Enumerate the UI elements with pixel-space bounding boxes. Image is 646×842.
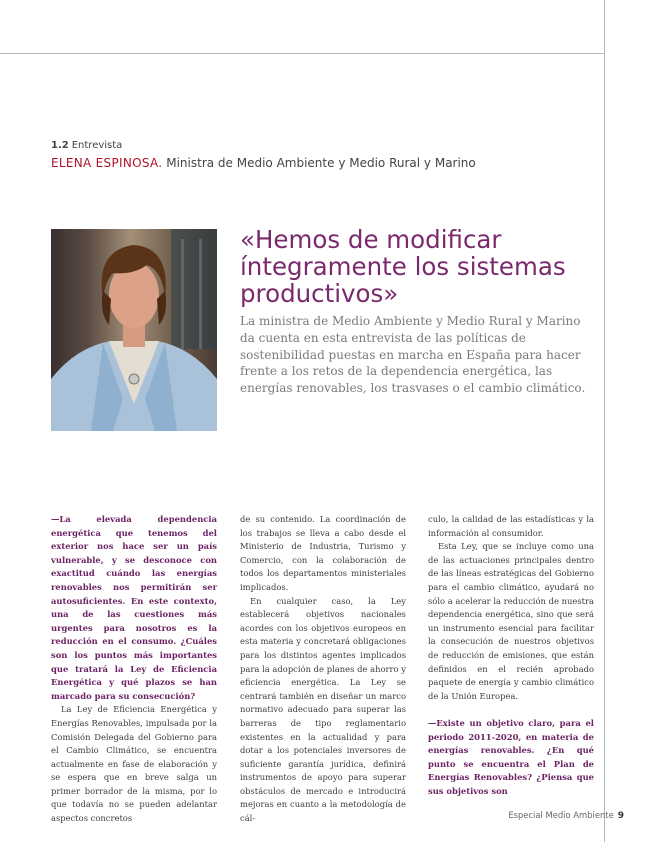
portrait-photo: [51, 229, 217, 431]
answer-paragraph: culo, la calidad de las estadísticas y la información al consumidor.: [428, 514, 594, 538]
answer-paragraph: de su contenido. La coordinación de los trabajos se lleva a cabo desde el Ministerio de Industria, Turismo y Comercio, con la colaboración de todos los departamentos ministeriales implicados.: [240, 514, 406, 592]
publication-name: Especial Medio Ambiente: [508, 810, 614, 820]
top-rule: [0, 53, 604, 54]
text-column-1: [51, 513, 217, 826]
answer-paragraph: En cualquier caso, la Ley establecerá objetivos nacionales acordes con los objetivos europeos en esta materia y concretará obligaciones para los distintos agentes implicados para la adopción de planes de ahorro y eficiencia energética. La Ley se centrará también en diseñar un marco normativo adecuado para superar las barreras de tipo reglamentario existentes en la actualidad y para dotar a los potenciales inversores de suficiente garantía jurídica, definirá instrumentos de apoyo para superar obstáculos de mercado e introducirá mejoras en cuanto a la metodología de cál-: [240, 595, 406, 824]
article-title: «Hemos de modificar íntegramente los sistemas productivos»: [240, 225, 566, 308]
page-footer: [508, 810, 624, 821]
question-1: —La elevada dependencia energética que tenemos del exterior nos hace ser un país vulnerable, y se desconoce con exactitud cuándo las energías renovables nos permitirán ser autosuficientes. En este contexto, una de las cuestiones más urgentes para nosotros es la reducción en el consumo. ¿Cuáles son los puntos más importantes que tratará la Ley de Eficiencia Energética y qué plazos se han marcado para su consecución?: [51, 514, 217, 701]
question-2: —Existe un objetivo claro, para el periodo 2011-2020, en materia de energías renovables. ¿En qué punto se encuentra el Plan de Energías Renovables? ¿Piensa que sus objetivos son: [428, 717, 594, 796]
text-column-3: [428, 513, 594, 798]
section-number: 1.2: [51, 140, 69, 151]
text-column-2: [240, 513, 406, 826]
section-title: Entrevista: [71, 140, 123, 151]
answer-paragraph: Esta Ley, que se incluye como una de las actuaciones principales dentro de las líneas estratégicas del Gobierno para el cambio climático, ayudará no sólo a acelerar la reducción de nuestra dependencia energética, sino que será un instrumento esencial para facilitar la consecución de nuestros objetivos de reducción de emisiones, que están definidos en el recién aprobado paquete de energía y cambio climático de la Unión Europea.: [428, 541, 594, 701]
article-lead: La ministra de Medio Ambiente y Medio Rural y Marino da cuenta en esta entrevista de las políticas de sostenibilidad puestas en marcha en España para hacer frente a los retos de la dependencia energética, las energías renovables, los trasvases o el cambio climático.: [240, 314, 586, 396]
portrait-illustration: [51, 229, 217, 431]
interviewee-name: ELENA ESPINOSA.: [51, 156, 163, 170]
byline: [51, 156, 476, 170]
page-number: 9: [617, 811, 624, 821]
section-label: [51, 140, 122, 151]
interviewee-role: Ministra de Medio Ambiente y Medio Rural y Marino: [166, 156, 476, 170]
answer-paragraph: La Ley de Eficiencia Energética y Energías Renovables, impulsada por la Comisión Delegada del Gobierno para el Cambio Climático, se encuentra actualmente en fase de elaboración y se espera que en breve salga un primer borrador de la misma, por lo que todavía no se pueden adelantar aspectos concretos: [51, 704, 217, 824]
right-margin-rule: [604, 0, 605, 842]
